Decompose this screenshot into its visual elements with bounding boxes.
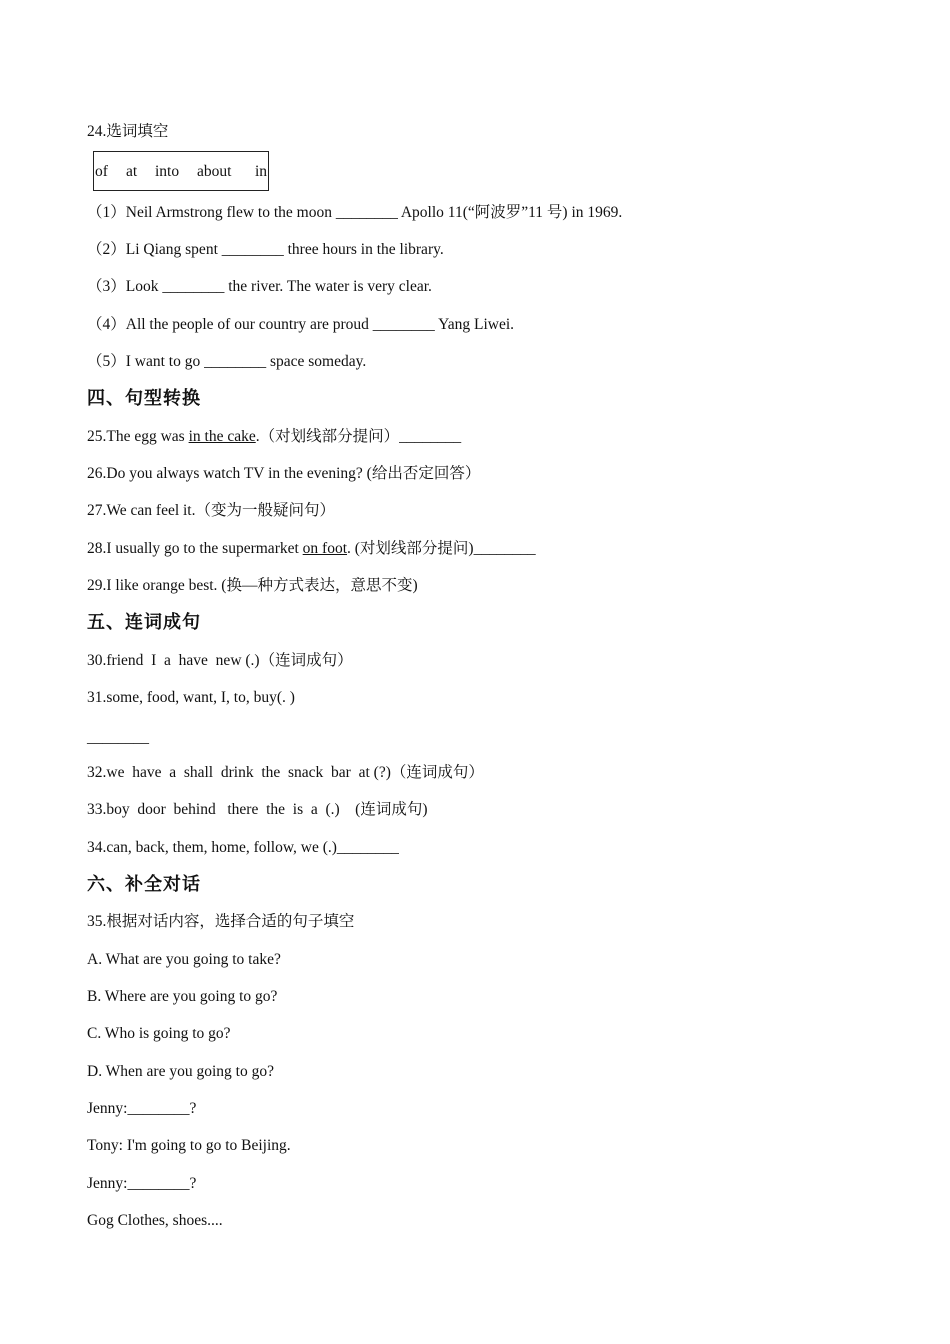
option-c: C. Who is going to go? <box>87 1025 231 1042</box>
q28-text-after: . (对划线部分提问)________ <box>347 540 536 557</box>
question-28 <box>87 539 536 559</box>
section-5-heading: 五、连词成句 <box>87 612 201 633</box>
word-bank-word: at <box>126 163 138 180</box>
q25-text-before: 25.The egg was <box>87 428 189 445</box>
q24-item-2: （2）Li Qiang spent ________ three hours in the library. <box>87 241 444 258</box>
word-bank-word: of <box>95 163 108 180</box>
q24-item-3: （3）Look ________ the river. The water is very clear. <box>87 278 432 295</box>
question-30: 30.friend I a have new (.)（连词成句） <box>87 652 353 669</box>
q28-underlined: on foot <box>302 540 348 557</box>
question-27: 27.We can feel it.（变为一般疑问句） <box>87 502 335 519</box>
option-a: A. What are you going to take? <box>87 951 281 968</box>
question-25 <box>87 427 461 447</box>
question-31: 31.some, food, want, I, to, buy(. ) <box>87 689 295 706</box>
q25-underlined: in the cake <box>188 428 256 445</box>
q24-item-1: （1）Neil Armstrong flew to the moon ________ Apollo 11(“阿波罗”11 号) in 1969. <box>87 204 623 221</box>
dialogue-line-3: Jenny:________? <box>87 1175 197 1192</box>
question-31-blank: ________ <box>87 729 149 746</box>
dialogue-line-1: Jenny:________? <box>87 1100 197 1117</box>
option-b: B. Where are you going to go? <box>87 988 278 1005</box>
section-6-heading: 六、补全对话 <box>87 874 201 895</box>
question-24-title: 24.选词填空 <box>87 123 169 140</box>
dialogue-line-4: Gog Clothes, shoes.... <box>87 1212 223 1229</box>
q25-text-after: .（对划线部分提问）________ <box>255 428 462 445</box>
question-35-title: 35.根据对话内容，选择合适的句子填空 <box>87 913 355 930</box>
q24-item-4: （4）All the people of our country are proud ________ Yang Liwei. <box>87 316 515 333</box>
question-26: 26.Do you always watch TV in the evening? (给出否定回答） <box>87 465 481 482</box>
word-bank-word: into <box>155 163 180 180</box>
section-4-heading: 四、句型转换 <box>87 388 201 409</box>
word-bank-box <box>93 151 269 191</box>
question-32: 32.we have a shall drink the snack bar at (?)（连词成句） <box>87 764 484 781</box>
question-29: 29.I like orange best. (换—种方式表达，意思不变) <box>87 577 418 594</box>
q28-text-before: 28.I usually go to the supermarket <box>87 540 303 557</box>
dialogue-line-2: Tony: I'm going to go to Beijing. <box>87 1137 291 1154</box>
word-bank-word: in <box>255 163 268 180</box>
question-33: 33.boy door behind there the is a (.) (连词成句) <box>87 801 428 818</box>
q24-item-5: （5）I want to go ________ space someday. <box>87 353 367 370</box>
option-d: D. When are you going to go? <box>87 1063 274 1080</box>
question-34: 34.can, back, them, home, follow, we (.)________ <box>87 839 399 856</box>
word-bank-word: about <box>197 163 232 180</box>
